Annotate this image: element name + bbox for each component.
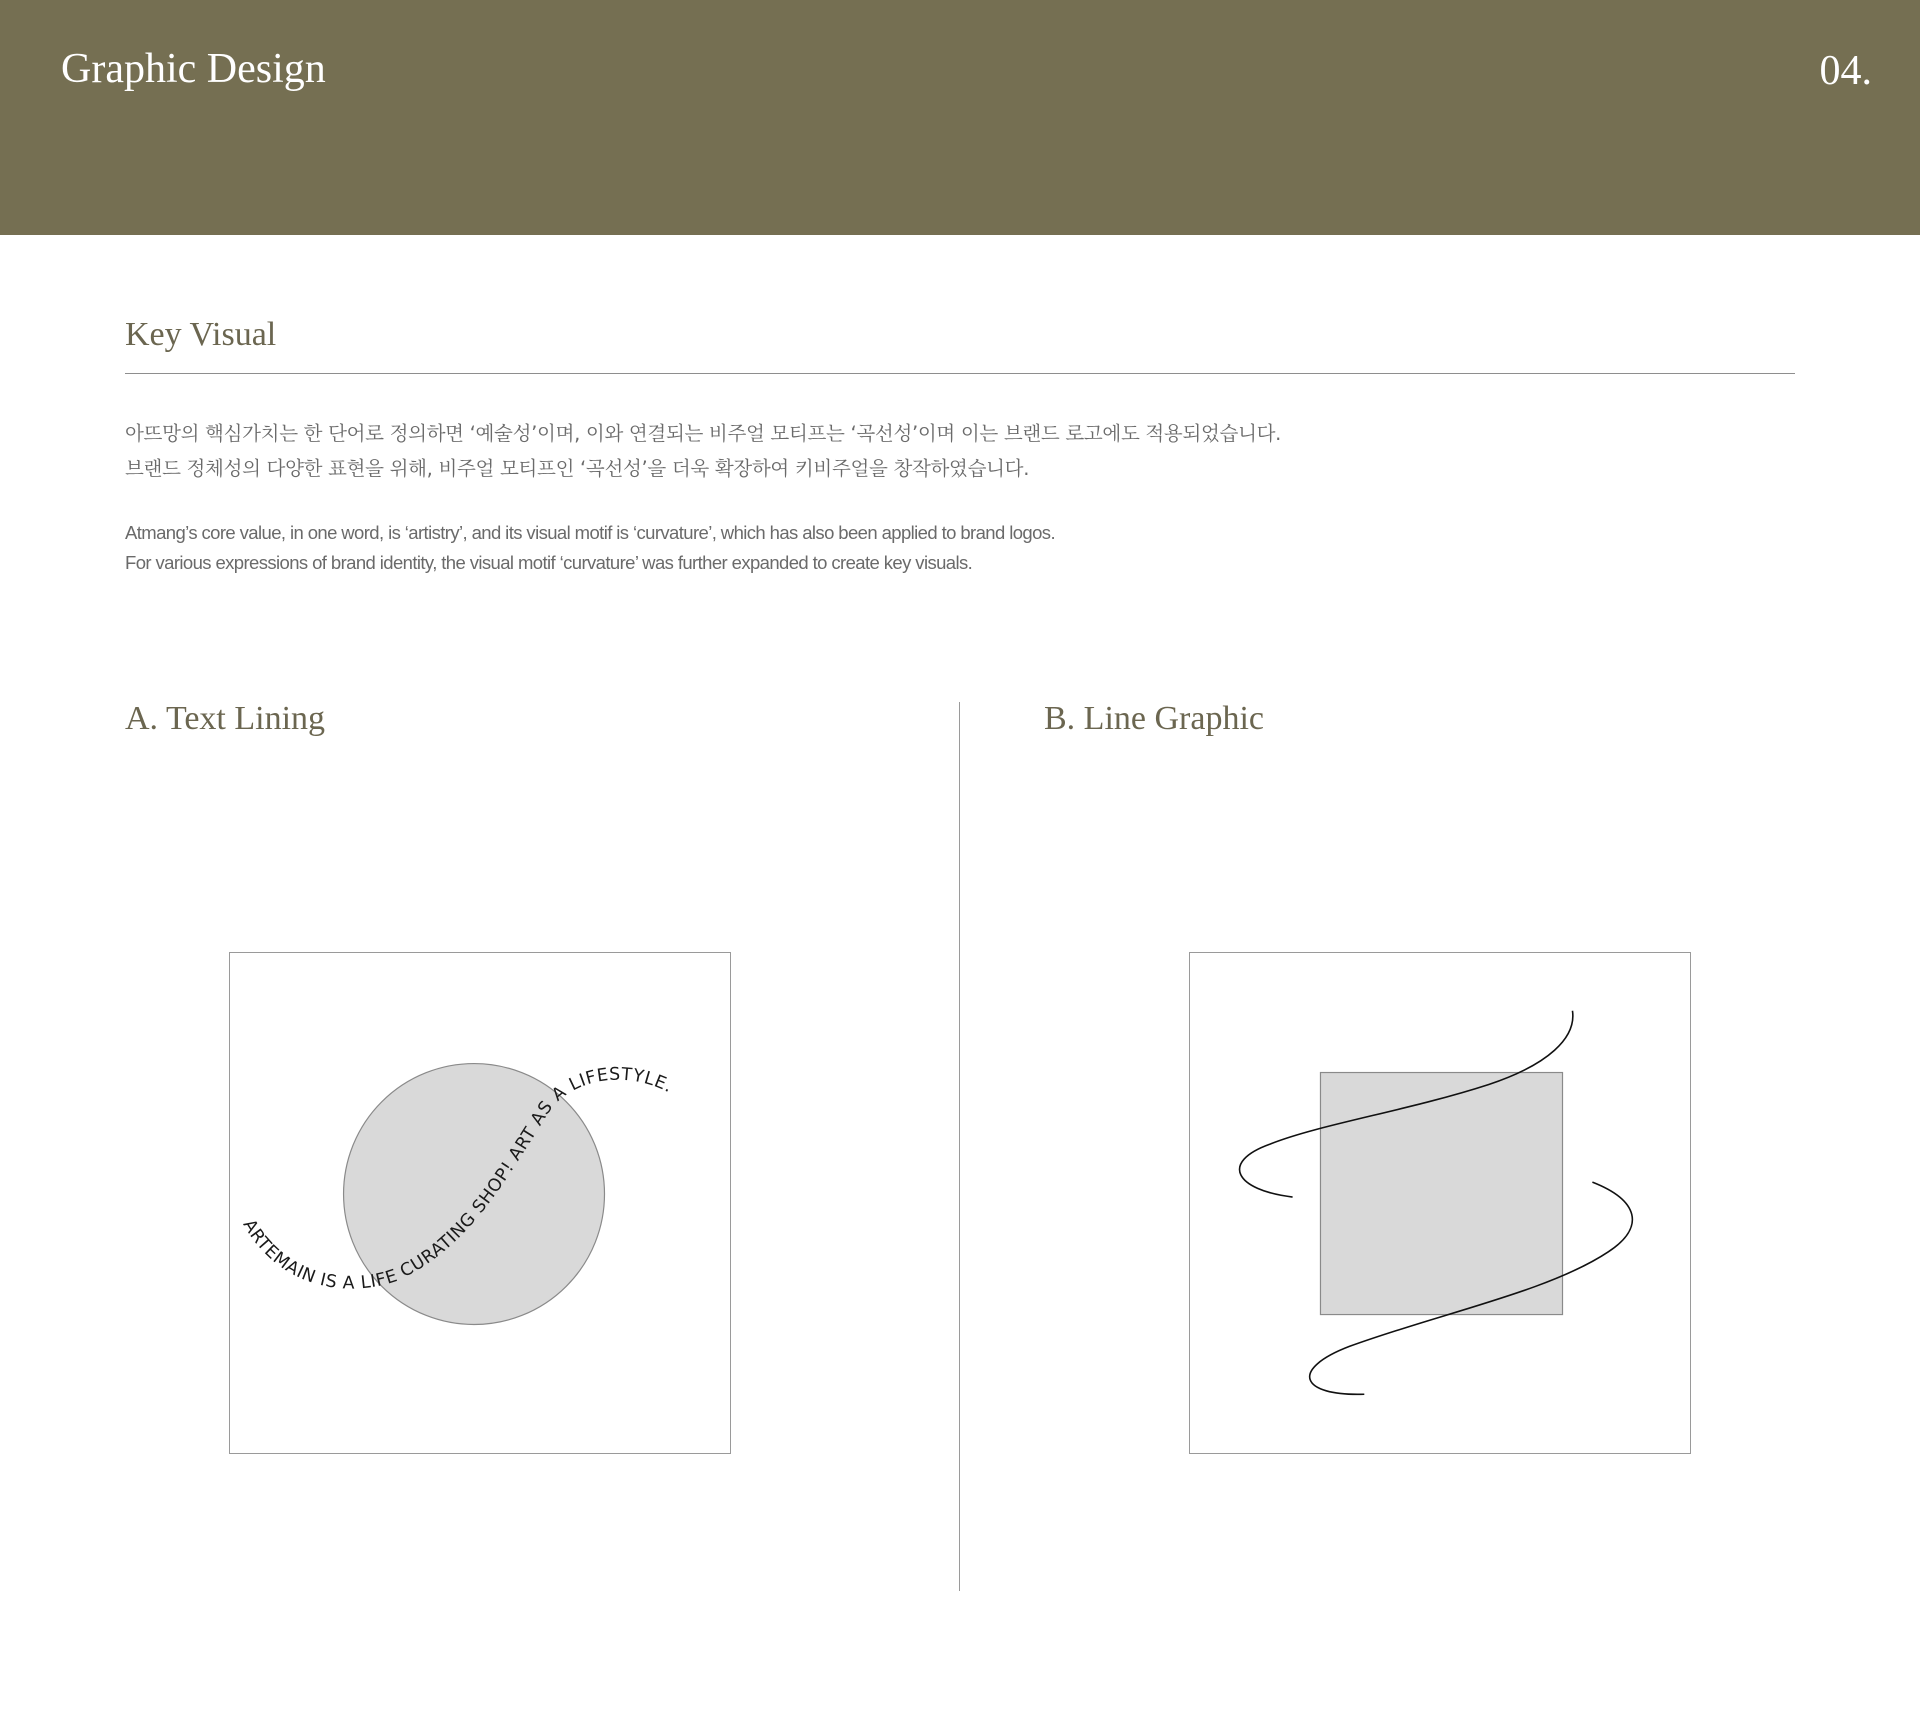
korean-description bbox=[125, 416, 1281, 486]
page-title: Graphic Design bbox=[61, 46, 326, 92]
panel-divider bbox=[959, 702, 960, 1591]
page-header bbox=[0, 0, 1920, 235]
line-graphic-frame bbox=[1189, 952, 1691, 1454]
korean-line: 아뜨망의 핵심가치는 한 단어로 정의하면 ‘예술성’이며, 이와 연결되는 비주얼 모티프는 ‘곡선성’이며 이는 브랜드 로고에도 적용되었습니다. bbox=[125, 422, 1282, 445]
panel-a-title: A. Text Lining bbox=[125, 700, 326, 737]
english-line: For various expressions of brand identity, the visual motif ‘curvature’ was further expanded to create key visuals. bbox=[125, 552, 973, 573]
korean-line: 브랜드 정체성의 다양한 표현을 위해, 비주얼 모티프인 ‘곡선성’을 더욱 확장하여 키비주얼을 창작하였습니다. bbox=[125, 457, 1030, 480]
panel-b-title: B. Line Graphic bbox=[1044, 700, 1264, 737]
section-title: Key Visual bbox=[125, 316, 277, 353]
page-number: 04. bbox=[1819, 48, 1872, 94]
gray-square bbox=[1320, 1073, 1562, 1315]
curved-text-path: ARTEMAIN IS A LIFE CURATING SHOP! ART AS A LIFESTYLE. bbox=[238, 1064, 677, 1294]
section-divider bbox=[125, 373, 1795, 374]
english-line: Atmang’s core value, in one word, is ‘artistry’, and its visual motif is ‘curvature’, which has also been applied to brand logos. bbox=[125, 522, 1055, 543]
text-lining-frame bbox=[229, 952, 731, 1454]
text-lining-graphic bbox=[230, 953, 730, 1453]
english-description bbox=[125, 518, 1055, 578]
line-graphic bbox=[1190, 953, 1690, 1453]
